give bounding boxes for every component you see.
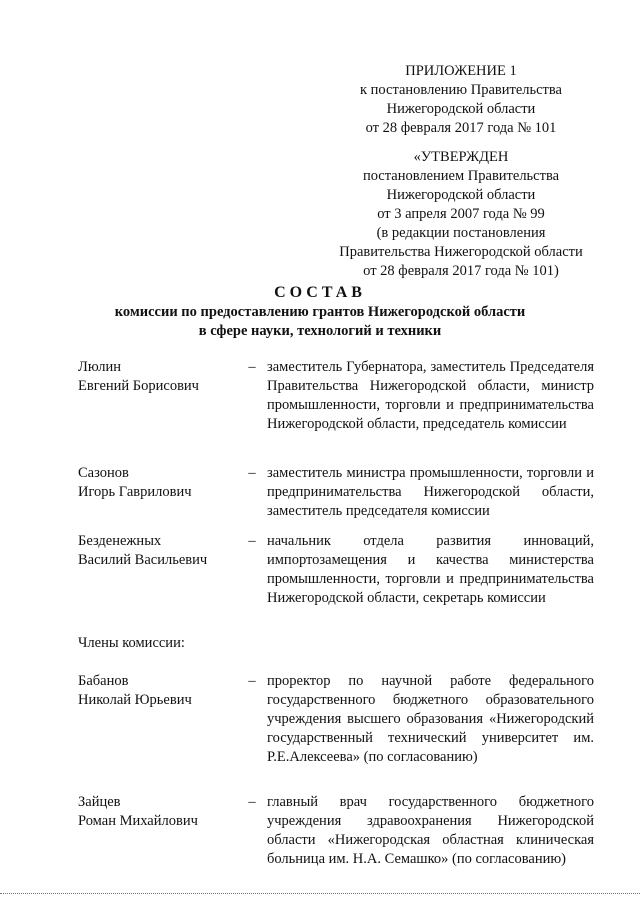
approval-title: «УТВЕРЖДЕН xyxy=(413,149,509,165)
members-section-label: Члены комиссии: xyxy=(78,635,185,651)
approval-line: (в редакции постановления xyxy=(376,225,546,241)
member-surname: Бабанов xyxy=(78,673,129,689)
subtitle-line: в сфере науки, технологий и техники xyxy=(198,323,442,339)
member-given-names: Евгений Борисович xyxy=(78,378,199,394)
dash-separator: – xyxy=(248,465,256,481)
appendix-line: к постановлению Правительства xyxy=(360,82,562,98)
member-name xyxy=(78,358,248,396)
member-given-names: Роман Михайлович xyxy=(78,813,198,829)
document-subtitle xyxy=(100,303,540,341)
member-surname: Зайцев xyxy=(78,794,121,810)
member-role: заместитель министра промышленности, торговли и предпринимательства Нижегородской области, заместитель председателя комиссии xyxy=(267,465,594,519)
dash-separator: – xyxy=(248,673,256,689)
member-name xyxy=(78,464,248,502)
member-given-names: Игорь Гаврилович xyxy=(78,484,192,500)
member-given-names: Василий Васильевич xyxy=(78,552,208,568)
member-surname: Безденежных xyxy=(78,533,162,549)
member-given-names: Николай Юрьевич xyxy=(78,692,192,708)
appendix-title: ПРИЛОЖЕНИЕ 1 xyxy=(405,63,517,79)
appendix-header xyxy=(330,62,592,138)
approval-line: постановлением Правительства xyxy=(362,168,560,184)
approval-line: Нижегородской области xyxy=(386,187,536,203)
page-bottom-rule xyxy=(0,893,640,894)
member-role: начальник отдела развития инноваций, импортозамещения и качества министерства промышленности, торговли и предпринимательства Нижегородской области, секретарь комиссии xyxy=(267,533,594,606)
member-name xyxy=(78,532,248,570)
member-role: заместитель Губернатора, заместитель Председателя Правительства Нижегородской области, министр промышленности, торговли и предпринимательства Нижегородской области, председатель комиссии xyxy=(267,359,594,432)
member-surname: Люлин xyxy=(78,359,122,375)
approval-line: Правительства Нижегородской области xyxy=(339,244,583,260)
subtitle-line: комиссии по предоставлению грантов Нижегородской области xyxy=(114,304,526,320)
approval-stamp xyxy=(322,148,600,281)
member-name xyxy=(78,672,248,710)
approval-line: от 28 февраля 2017 года № 101) xyxy=(363,263,559,279)
member-surname: Сазонов xyxy=(78,465,129,481)
appendix-line: от 28 февраля 2017 года № 101 xyxy=(365,120,557,136)
member-name xyxy=(78,793,248,831)
dash-separator: – xyxy=(248,794,256,810)
member-role: проректор по научной работе федерального государственного бюджетного образовательного учреждения высшего образования «Нижегородский государственный технический университет им. Р.Е.Алексеева» (по согласованию) xyxy=(267,673,594,765)
dash-separator: – xyxy=(248,359,256,375)
dash-separator: – xyxy=(248,533,256,549)
member-role: главный врач государственного бюджетного учреждения здравоохранения Нижегородской области «Нижегородская областная клиническая больница им. Н.А. Семашко» (по согласованию) xyxy=(267,794,594,867)
approval-line: от 3 апреля 2007 года № 99 xyxy=(377,206,545,222)
document-title: СОСТАВ xyxy=(274,284,366,301)
appendix-line: Нижегородской области xyxy=(386,101,536,117)
